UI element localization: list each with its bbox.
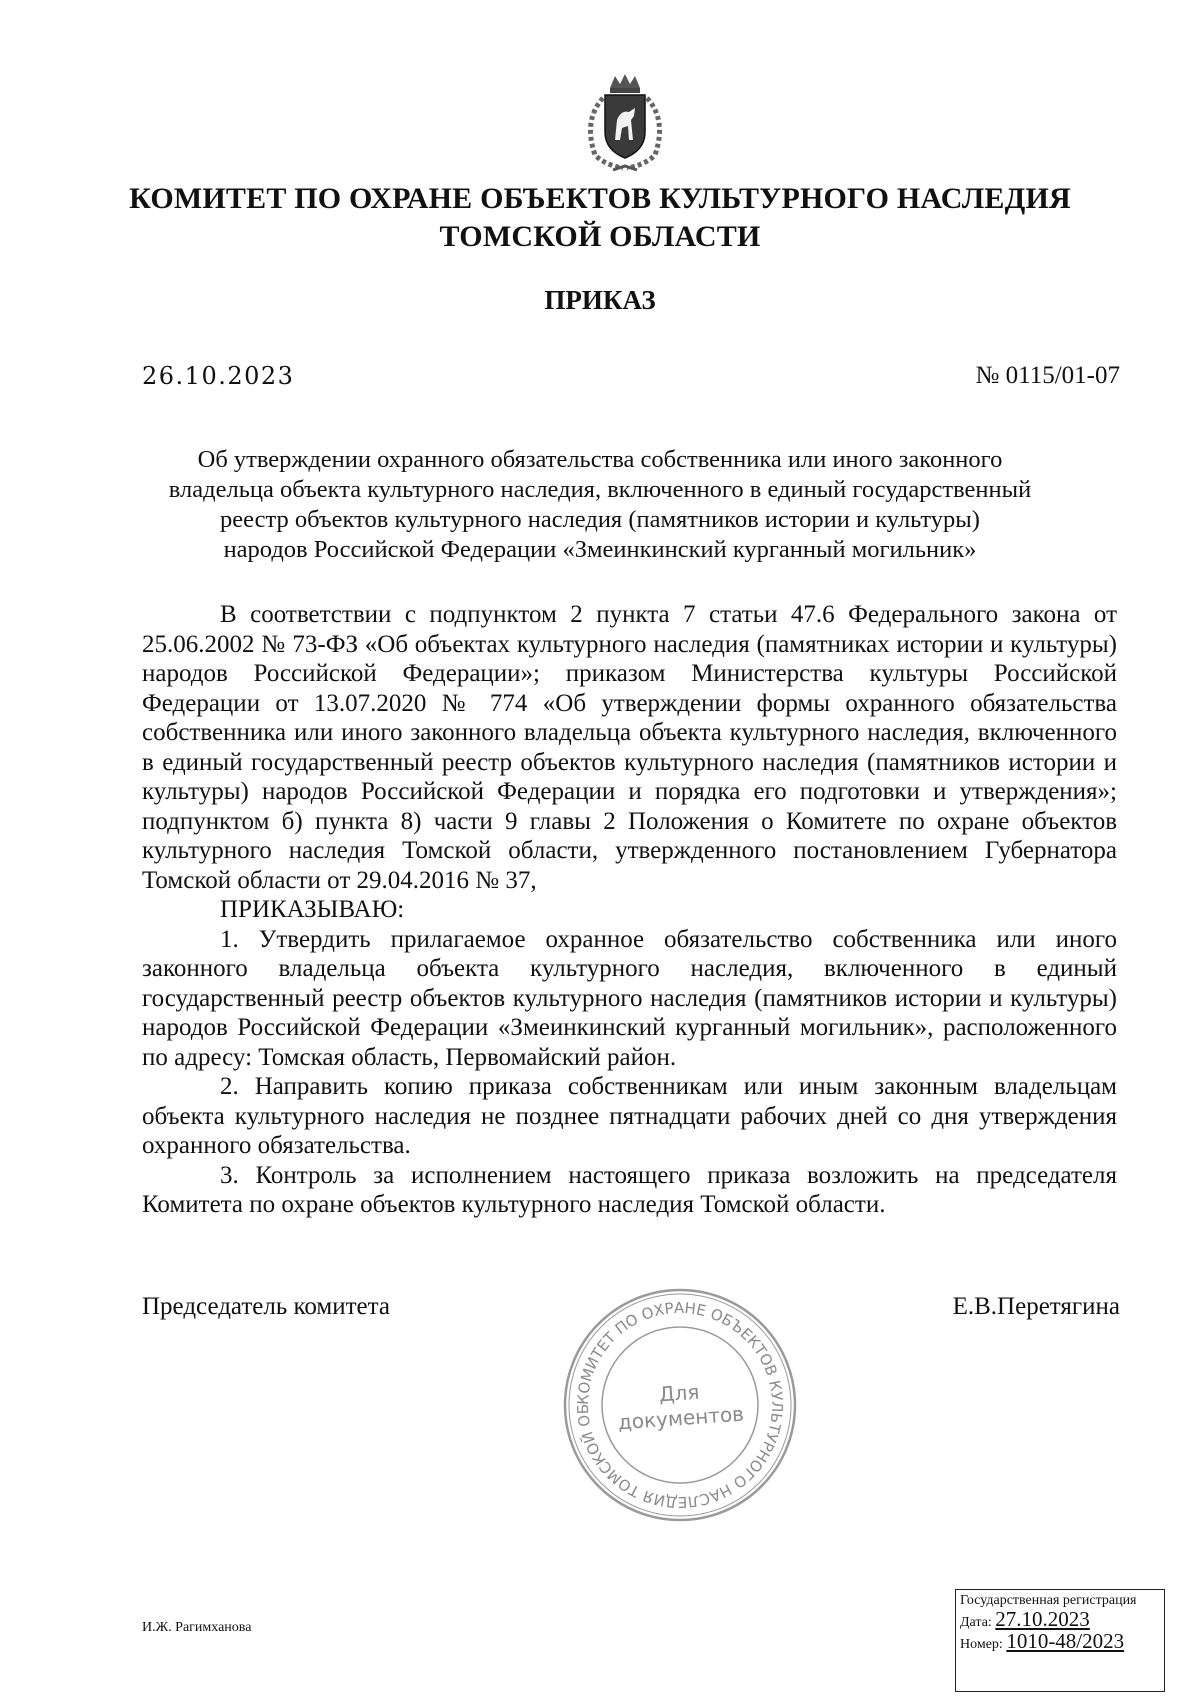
registration-number-label: Номер: <box>960 1637 1003 1652</box>
registration-date-label: Дата: <box>960 1615 992 1630</box>
registration-number-value: 1010-48/2023 <box>1006 1629 1125 1653</box>
registration-number-row <box>960 1629 1160 1654</box>
document-subject <box>130 445 1070 565</box>
executor-name: И.Ж. Рагимханова <box>142 1620 252 1635</box>
registration-box <box>955 1589 1165 1692</box>
document-number: № 0115/01-07 <box>975 362 1120 389</box>
signer-name: Е.В.Перетягина <box>952 1293 1120 1320</box>
subject-line: народов Российской Федерации «Змеинкинский курганный могильник» <box>223 536 977 563</box>
signer-title: Председатель комитета <box>142 1293 390 1320</box>
stamp-center-line1: Для <box>658 1379 701 1407</box>
document-body <box>142 600 1117 1220</box>
preamble-paragraph: В соответствии с подпунктом 2 пункта 7 статьи 47.6 Федерального закона от 25.06.2002 № 73-ФЗ «Об объектах культурного наследия (памятниках истории и культуры) народов Российской Федерации»; приказом Министерства культуры Российской Федерации от 13.07.2020 № 774 «Об утверждении формы охранного обязательства собственника или иного законного владельца объекта культурного наследия, включенного в единый государственный реестр объектов культурного наследия (памятников истории и культуры) народов Российской Федерации и порядка его подготовки и утверждения»; подпунктом б) пункта 8) части 9 главы 2 Положения о Комитете по охране объектов культурного наследия Томской области, утвержденного постановлением Губернатора Томской области от 29.04.2016 № 37, <box>142 601 1117 894</box>
document-date: 26.10.2023 <box>142 362 295 390</box>
organization-title-line1: КОМИТЕТ ПО ОХРАНЕ ОБЪЕКТОВ КУЛЬТУРНОГО НАСЛЕДИЯ <box>129 182 1071 215</box>
registration-date-value: 27.10.2023 <box>995 1607 1090 1631</box>
order-item-1: 1. Утвердить прилагаемое охранное обязательство собственника или иного законного владельца объекта культурного наследия, включенного в единый государственный реестр объектов культурного наследия (памятников истории и культуры) народов Российской Федерации «Змеинкинский курганный могильник», расположенного по адресу: Томская область, Первомайский район. <box>142 925 1117 1071</box>
organization-title-line2: ТОМСКОЙ ОБЛАСТИ <box>439 220 761 253</box>
order-item-3: 3. Контроль за исполнением настоящего приказа возложить на председателя Комитета по охране объектов культурного наследия Томской области. <box>142 1161 1117 1218</box>
stamp-ring-text: КОМИТЕТ ПО ОХРАНЕ ОБЪЕКТОВ КУЛЬТУРНОГО НАСЛЕДИЯ ТОМСКОЙ ОБ <box>573 1298 787 1512</box>
tomsk-coat-of-arms-icon <box>565 70 685 180</box>
registration-heading: Государственная регистрация <box>960 1593 1137 1608</box>
subject-line: реестр объектов культурного наследия (памятников истории и культуры) <box>220 506 980 533</box>
subject-line: владельца объекта культурного наследия, включенного в единый государственный <box>168 476 1032 503</box>
subject-line: Об утверждении охранного обязательства собственника или иного законного <box>197 446 1003 473</box>
stamp-center-line2: документов <box>617 1401 745 1435</box>
official-stamp <box>560 1285 800 1525</box>
order-item-2: 2. Направить копию приказа собственникам или иным законным владельцам объекта культурного наследия не позднее пятнадцати рабочих дней со дня утверждения охранного обязательства. <box>142 1073 1117 1159</box>
organization-title <box>0 180 1200 256</box>
document-type: ПРИКАЗ <box>544 285 656 315</box>
order-word: ПРИКАЗЫВАЮ: <box>220 896 405 923</box>
